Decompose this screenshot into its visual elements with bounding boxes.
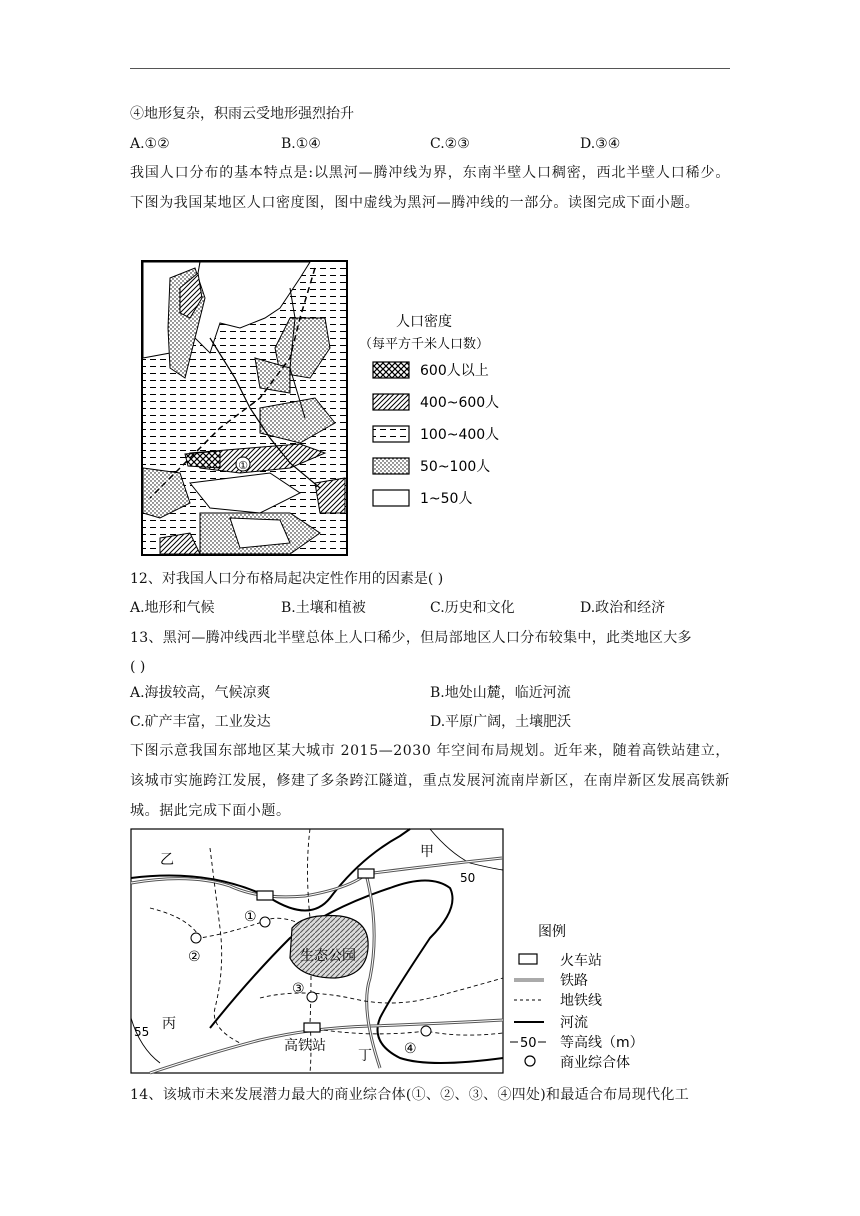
label-m2: ② — [188, 949, 201, 965]
q11-choice-a: A.①② — [130, 136, 170, 152]
q14-stem: 14、该城市未来发展潜力最大的商业综合体(①、②、③、④四处)和最适合布局现代化工 — [130, 1087, 690, 1103]
q12-choice-c: C.历史和文化 — [430, 600, 515, 616]
q13-stem: 13、黑河—腾冲线西北半壁总体上人口稀少，但局部地区人口分布较集中，此类地区大多 — [130, 630, 692, 646]
legend-label-600-plus: 600人以上 — [420, 363, 489, 379]
legend-label-400-600: 400~600人 — [420, 395, 500, 411]
complex-1 — [260, 917, 270, 927]
population-density-map — [140, 258, 540, 562]
label-contour-50: 50 — [460, 871, 476, 885]
label-ding: 丁 — [358, 1048, 372, 1064]
train-station-2 — [358, 869, 374, 878]
legend-railway: 铁路 — [560, 973, 588, 989]
q11-option-4: ④地形复杂，积雨云受地形强烈抬升 — [130, 106, 354, 122]
q12-choice-a: A.地形和气候 — [130, 600, 215, 616]
high-speed-rail-station — [304, 1023, 320, 1032]
label-contour-55: 55 — [134, 1025, 150, 1039]
legend-contour-value: 50 — [520, 1036, 537, 1051]
map1-legend-subtitle: （每平方千米人口数） — [358, 337, 490, 352]
passage-city: 下图示意我国东部地区某大城市 2015—2030 年空间布局规划。近年来，随着高铁站建立，该城市实施跨江发展，修建了多条跨江隧道，重点发展河流南岸新区，在南岸新区发展高铁新城。据此完成下面小题。 — [130, 743, 730, 819]
label-jia: 甲 — [420, 844, 434, 860]
legend-metro: 地铁线 — [560, 993, 602, 1009]
label-yi: 乙 — [160, 852, 174, 868]
legend-label-1-50: 1~50人 — [420, 491, 473, 507]
map1-legend-title: 人口密度 — [396, 314, 452, 330]
label-m1: ① — [244, 909, 257, 925]
complex-4 — [421, 1026, 431, 1036]
map1-frame — [142, 261, 347, 555]
map1-marker-1: ① — [238, 459, 248, 472]
label-hsr: 高铁站 — [284, 1038, 326, 1054]
eco-park — [290, 916, 368, 979]
complex-2 — [191, 933, 201, 943]
label-m3: ③ — [292, 981, 305, 997]
q12-choice-d: D.政治和经济 — [580, 600, 666, 616]
label-m4: ④ — [404, 1041, 417, 1057]
label-bing: 丙 — [162, 1016, 176, 1032]
q13-choice-d: D.平原广阔，土壤肥沃 — [430, 714, 572, 730]
legend-swatch-400-600 — [373, 394, 409, 410]
q13-choice-b: B.地处山麓，临近河流 — [430, 685, 571, 701]
q13-stem-bracket: ( ) — [130, 659, 146, 675]
legend-swatch-600-plus — [373, 362, 409, 378]
passage-population: 我国人口分布的基本特点是:以黑河—腾冲线为界，东南半壁人口稠密，西北半壁人口稀少。下图为我国某地区人口密度图，图中虚线为黑河—腾冲线的一部分。读图完成下面小题。 — [130, 165, 730, 211]
legend-swatch-100-400 — [373, 426, 409, 442]
q11-choice-b: B.①④ — [281, 136, 321, 152]
legend-label-100-400: 100~400人 — [420, 427, 500, 443]
city-layout-map — [130, 828, 650, 1082]
header-rule — [130, 68, 730, 69]
q13-choice-a: A.海拔较高，气候凉爽 — [130, 685, 271, 701]
q11-choice-c: C.②③ — [430, 136, 470, 152]
legend-river: 河流 — [560, 1015, 588, 1031]
train-station-1 — [257, 891, 273, 900]
complex-3 — [307, 992, 317, 1002]
legend-complex-icon — [525, 1056, 535, 1066]
legend-swatch-1-50 — [373, 490, 409, 506]
q12-stem: 12、对我国人口分布格局起决定性作用的因素是( ) — [130, 571, 444, 587]
legend-contour: 等高线（m） — [560, 1035, 644, 1051]
eco-park-label: 生态公园 — [300, 948, 356, 964]
q13-choice-c: C.矿产丰富，工业发达 — [130, 714, 271, 730]
q12-choice-b: B.土壤和植被 — [281, 600, 366, 616]
legend-label-50-100: 50~100人 — [420, 459, 491, 475]
legend-complex: 商业综合体 — [560, 1055, 630, 1071]
map2-legend-title: 图例 — [538, 924, 566, 940]
legend-train-station-icon — [519, 954, 537, 964]
legend-train-station: 火车站 — [560, 953, 602, 969]
legend-swatch-50-100 — [373, 458, 409, 474]
q11-choice-d: D.③④ — [580, 136, 621, 152]
